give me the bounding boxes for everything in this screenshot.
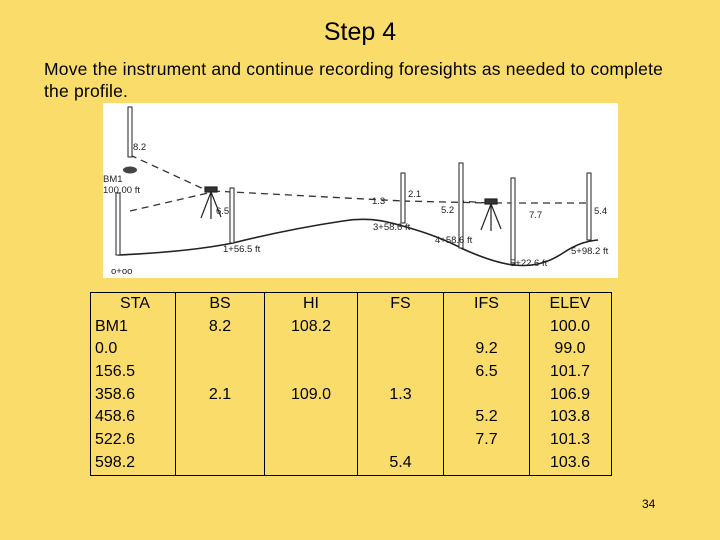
label-rod-2-1: 2.1 <box>408 189 422 200</box>
cell-hi: 109.0 <box>290 385 332 403</box>
header-ifs: IFS <box>474 295 499 312</box>
cell-elev: 103.6 <box>549 453 591 471</box>
cell-hi <box>265 338 357 361</box>
header-sta: STA <box>120 295 150 312</box>
header-elev: ELEV <box>549 295 591 312</box>
cell-bs <box>176 361 264 384</box>
label-rod-1-3: 1.3 <box>372 196 386 207</box>
cell-hi <box>265 452 357 475</box>
label-rod-5-2: 5.2 <box>441 205 455 216</box>
cell-sta: 598.2 <box>95 453 136 471</box>
cell-bs: 8.2 <box>208 317 232 335</box>
rod-sta522 <box>511 178 515 264</box>
header-bs: BS <box>209 295 231 312</box>
header-fs: FS <box>390 295 411 312</box>
cell-elev: 101.7 <box>549 363 591 381</box>
label-bm-reading: 8.2 <box>133 142 147 153</box>
label-bm-elev: 100.00 ft <box>103 185 140 196</box>
cell-ifs <box>444 384 529 407</box>
cell-fs <box>358 406 443 429</box>
label-sta-156: 1+56.5 ft <box>223 244 261 255</box>
bm1-marker <box>123 167 137 174</box>
rod-sta156 <box>230 188 234 243</box>
cell-fs: 5.4 <box>389 453 412 471</box>
label-bm-name: BM1 <box>103 174 123 185</box>
header-hi: HI <box>303 295 319 312</box>
label-sta-522: 5+22.6 ft <box>510 258 548 269</box>
label-rod-5-4: 5.4 <box>594 206 608 217</box>
column-ifs <box>444 293 530 475</box>
cell-fs <box>358 361 443 384</box>
cell-bs <box>176 406 264 429</box>
profile-diagram <box>103 103 618 278</box>
column-fs <box>358 293 444 475</box>
cell-fs: 1.3 <box>389 385 412 403</box>
cell-sta: 0.0 <box>95 340 118 358</box>
rod-sta358 <box>401 173 405 223</box>
cell-hi <box>265 361 357 384</box>
cell-ifs: 6.5 <box>475 363 498 381</box>
cell-hi <box>265 429 357 452</box>
cell-ifs: 5.2 <box>475 408 498 426</box>
cell-fs <box>358 316 443 339</box>
cell-hi: 108.2 <box>290 317 332 335</box>
cell-sta: 522.6 <box>95 431 136 449</box>
cell-elev: 100.0 <box>549 317 591 335</box>
sight-line-bs1 <box>130 155 208 191</box>
intro-text: Move the instrument and continue recording foresights as needed to complete the profile. <box>44 59 664 101</box>
cell-elev: 99.0 <box>554 340 586 358</box>
column-sta <box>91 293 176 475</box>
cell-ifs <box>444 452 529 475</box>
label-sta-598: 5+98.2 ft <box>571 246 609 257</box>
sight-line-fs1 <box>130 193 208 211</box>
cell-bs: 2.1 <box>208 385 232 403</box>
rod-sta598 <box>587 173 591 240</box>
column-hi <box>265 293 358 475</box>
cell-ifs: 9.2 <box>475 340 498 358</box>
level-notes-table <box>90 292 612 476</box>
instrument-2 <box>481 199 501 231</box>
cell-bs <box>176 338 264 361</box>
label-rod-7-7: 7.7 <box>529 210 543 221</box>
cell-elev: 101.3 <box>549 431 591 449</box>
cell-fs <box>358 338 443 361</box>
label-sta-458: 4+58.6 ft <box>435 235 473 246</box>
slide-title: Step 4 <box>323 18 397 46</box>
cell-fs <box>358 429 443 452</box>
cell-hi <box>265 406 357 429</box>
label-rod-6-5: 6.5 <box>216 206 230 217</box>
cell-sta: 358.6 <box>95 385 136 403</box>
cell-sta: BM1 <box>95 317 128 335</box>
cell-bs <box>176 452 264 475</box>
cell-sta: 156.5 <box>95 363 136 381</box>
profile-diagram-svg <box>103 103 618 278</box>
column-bs <box>176 293 265 475</box>
column-elev <box>530 293 610 475</box>
label-sta-358: 3+58.6 ft <box>373 222 411 233</box>
label-sta-0: o+oo <box>111 266 133 277</box>
page-number: 34 <box>642 497 656 511</box>
cell-elev: 103.8 <box>549 408 591 426</box>
cell-ifs <box>444 316 529 339</box>
cell-elev: 106.9 <box>549 385 591 403</box>
cell-bs <box>176 429 264 452</box>
rod-bm1 <box>128 107 132 157</box>
rod-sta0 <box>116 193 120 255</box>
cell-sta: 458.6 <box>95 408 136 426</box>
cell-ifs: 7.7 <box>475 431 498 449</box>
